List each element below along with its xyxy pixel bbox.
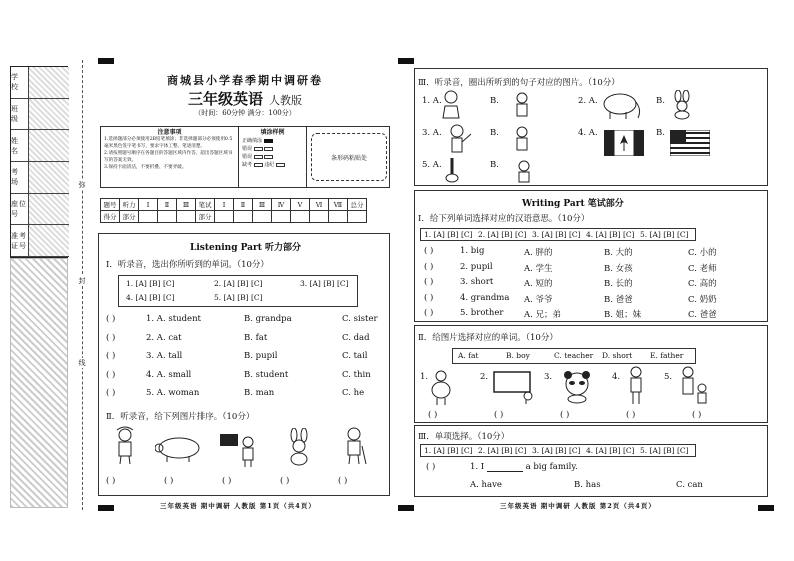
answer-cell[interactable]: 5. [A] [B] [C] — [640, 230, 689, 239]
answer-paren[interactable]: ( ) — [494, 410, 504, 420]
score-cell[interactable] — [253, 211, 272, 223]
answer-paren[interactable]: ( ) — [424, 246, 434, 256]
answer-cell[interactable]: 4. [A] [B] [C] — [586, 446, 635, 455]
word-bank-item: B. boy — [506, 351, 530, 360]
option-c: C. he — [342, 388, 365, 398]
q3-label: B. — [656, 128, 665, 138]
option-a: 2. A. cat — [146, 332, 182, 343]
option-a: A. 短的 — [524, 279, 553, 289]
writing-q2-title: Ⅱ．给图片选择对应的单词。（10分） — [418, 333, 558, 343]
q3-option-c: C. can — [676, 480, 703, 490]
option-c: C. 奶奶 — [688, 294, 717, 305]
score-cell: Ⅰ — [215, 199, 234, 211]
order-paren[interactable]: ( ) — [338, 476, 348, 486]
info-label: 座位号 — [11, 194, 29, 226]
score-cell: 得分 — [101, 211, 120, 223]
answer-paren[interactable]: ( ) — [106, 332, 116, 343]
word-bank-item: C. teacher — [554, 351, 594, 360]
word: 4. grandma — [460, 292, 510, 303]
score-cell: Ⅲ — [253, 199, 272, 211]
elephant-icon — [600, 92, 642, 120]
score-cell: Ⅲ — [177, 199, 196, 211]
q3-label: B. — [656, 96, 665, 106]
order-paren[interactable]: ( ) — [106, 476, 116, 486]
order-paren[interactable]: ( ) — [280, 476, 290, 486]
score-cell[interactable] — [177, 211, 196, 223]
teacher-icon — [446, 124, 472, 158]
option-a: 4. A. small — [146, 369, 192, 380]
score-cell: 部分 — [196, 211, 215, 223]
rabbit-icon — [284, 428, 314, 466]
picture-number: 5. — [664, 372, 673, 382]
answer-cell[interactable]: 3. [A] [B] [C] — [300, 279, 349, 288]
child-icon — [512, 126, 532, 152]
score-cell: 题号 — [101, 199, 120, 211]
q3-label: B. — [490, 96, 499, 106]
score-cell[interactable] — [234, 211, 253, 223]
answer-paren[interactable]: ( ) — [106, 314, 116, 324]
listening-q1-title: Ⅰ．听录音，选出你所听到的单词。（10分） — [106, 260, 269, 270]
option-c: C. 高的 — [688, 279, 717, 289]
option-c: C. sister — [342, 314, 378, 324]
info-label: 准考证号 — [11, 225, 29, 257]
school-title: 商城县小学春季期中调研卷 — [167, 74, 323, 87]
canada-flag-icon — [604, 130, 644, 156]
score-cell: 听力 — [120, 199, 139, 211]
option-b: B. 姐；妹 — [604, 310, 642, 320]
empty-chip — [254, 147, 263, 151]
answer-paren[interactable]: ( ) — [106, 351, 116, 361]
picture-number: 3. — [544, 372, 553, 382]
option-c: C. tail — [342, 351, 368, 361]
picture-number: 2. — [480, 372, 489, 382]
answer-cell[interactable]: 1. [A] [B] [C] — [424, 446, 473, 455]
option-a: A. 胖的 — [524, 248, 553, 258]
answer-cell[interactable]: 4. [A] [B] [C] — [586, 230, 635, 239]
answer-paren[interactable]: ( ) — [106, 369, 116, 380]
writing-q3-title: Ⅲ．单项选择。（10分） — [418, 432, 510, 442]
score-cell[interactable] — [291, 211, 310, 223]
option-a: 3. A. tall — [146, 351, 183, 361]
option-c: C. dad — [342, 332, 370, 343]
score-cell[interactable] — [158, 211, 177, 223]
score-cell[interactable] — [215, 211, 234, 223]
registration-mark — [98, 58, 114, 64]
giraffe-icon — [444, 154, 460, 184]
hatch-area — [10, 258, 68, 508]
option-b: B. 长的 — [604, 279, 633, 289]
answer-paren[interactable]: ( ) — [424, 308, 434, 318]
info-field[interactable] — [29, 225, 69, 257]
blackboard-teacher-icon — [490, 370, 536, 404]
writing-q1-title: Ⅰ．给下列单词选择对应的汉语意思。（10分） — [418, 214, 590, 224]
edition: 人教版 — [269, 94, 302, 107]
notes-column — [101, 127, 239, 187]
option-b: B. grandpa — [244, 314, 292, 324]
barcode-area: 条形码粘贴处 — [311, 133, 387, 181]
empty-chip — [254, 155, 263, 159]
note-line: 3.保持卡面清洁，不要折叠、不要弄破。 — [104, 165, 187, 170]
fill-sample — [239, 127, 307, 187]
word-bank-item: A. fat — [458, 351, 479, 360]
answer-cell[interactable]: 2. [A] [B] [C] — [478, 230, 527, 239]
q3-item-paren[interactable]: ( ) — [426, 462, 436, 472]
answer-cell[interactable]: 2. [A] [B] [C] — [478, 446, 527, 455]
usa-flag-icon — [670, 130, 710, 156]
grandpa-with-cane-icon — [340, 426, 370, 466]
q3-label: B. — [490, 128, 499, 138]
score-cell: Ⅶ — [329, 199, 348, 211]
footer-left: 三年级英语 期中调研 人教版 第1页（共4页） — [160, 502, 316, 510]
notes-box — [100, 126, 390, 188]
q3-label: 3. A. — [422, 128, 442, 138]
info-field[interactable] — [29, 99, 69, 131]
fill-correct-label: 正确填涂 — [242, 138, 263, 144]
notes-title: 注意事项 — [157, 129, 182, 136]
score-cell[interactable] — [139, 211, 158, 223]
option-b: B. man — [244, 388, 275, 398]
info-field[interactable] — [29, 194, 69, 226]
writing-title: Writing Part 笔试部分 — [522, 199, 624, 209]
answer-cell[interactable]: 3. [A] [B] [C] — [532, 446, 581, 455]
score-cell: 总分 — [348, 199, 367, 211]
time-score: （时间：60分钟 满分：100分） — [194, 109, 296, 117]
option-c: C. thin — [342, 369, 371, 380]
score-cell: Ⅴ — [291, 199, 310, 211]
father-and-child-icon — [676, 366, 710, 406]
listening-q2-title: Ⅱ．听录音，给下列图片排序。（10分） — [106, 412, 255, 422]
answer-paren[interactable]: ( ) — [428, 410, 438, 420]
option-b: B. 大的 — [604, 248, 633, 258]
info-field[interactable] — [29, 162, 69, 194]
option-c: C. 老师 — [688, 263, 717, 274]
picture-number: 4. — [612, 372, 621, 382]
option-a: A. 兄；弟 — [524, 310, 562, 320]
q3-item-stem — [470, 462, 578, 472]
answer-cell[interactable]: 1. [A] [B] [C] — [424, 230, 473, 239]
boy-icon — [512, 92, 532, 118]
answer-paren[interactable]: ( ) — [560, 410, 570, 420]
option-b: B. 爸爸 — [604, 294, 633, 305]
answer-paren[interactable]: ( ) — [626, 410, 636, 420]
option-c: C. 小的 — [688, 248, 717, 258]
boy-icon — [626, 366, 646, 406]
kid-icon — [514, 160, 534, 184]
pig-icon — [155, 434, 205, 464]
score-cell: Ⅱ — [234, 199, 253, 211]
panda-icon — [560, 370, 594, 404]
answer-cell[interactable]: 1. [A] [B] [C] — [126, 279, 175, 288]
subject-title — [110, 88, 380, 109]
word: 3. short — [460, 277, 494, 287]
answer-cell[interactable]: 4. [A] [B] [C] — [126, 293, 175, 302]
info-label: 考 场 — [11, 162, 29, 194]
q3-label: 4. A. — [578, 128, 598, 138]
old-man-icon — [110, 426, 140, 466]
q3-option-a: A. have — [470, 480, 502, 490]
word-bank-item: D. short — [602, 351, 633, 360]
note-line: 1.选择题部分必须使用2B铅笔填涂；非选择题部分必须使用0.5毫米黑色签字笔书写，要求字体工整、笔迹清楚。 — [104, 137, 233, 149]
rabbit-icon — [670, 90, 694, 120]
q3-option-b: B. has — [574, 480, 601, 490]
stem-end: a big family. — [525, 462, 578, 472]
q3-label: B. — [490, 160, 499, 170]
score-cell[interactable] — [310, 211, 329, 223]
option-b: B. fat — [244, 332, 268, 343]
answer-cell[interactable]: 3. [A] [B] [C] — [532, 230, 581, 239]
q3-title: Ⅲ．听录音，圈出所听到的句子对应的图片。（10分） — [418, 78, 620, 88]
cut-char: 弥 — [76, 180, 88, 190]
answer-paren[interactable]: ( ) — [424, 292, 434, 303]
missing-box[interactable] — [254, 163, 263, 167]
answer-cell[interactable]: 2. [A] [B] [C] — [214, 279, 263, 288]
q3-label: 5. A. — [422, 160, 442, 170]
word-bank-item: E. father — [650, 351, 684, 360]
score-cell: Ⅳ — [272, 199, 291, 211]
word: 2. pupil — [460, 261, 493, 272]
registration-mark — [98, 505, 114, 511]
option-a: A. 爷爷 — [524, 294, 553, 305]
answer-cell[interactable]: 5. [A] [B] [C] — [214, 293, 263, 302]
cut-char: 封 — [76, 276, 88, 286]
violation-box[interactable] — [276, 163, 285, 167]
score-cell[interactable] — [348, 211, 367, 223]
option-b: B. pupil — [244, 351, 278, 361]
girl-icon — [440, 90, 462, 120]
fat-man-icon — [430, 370, 452, 406]
score-cell: 部分 — [120, 211, 139, 223]
order-paren[interactable]: ( ) — [164, 476, 174, 486]
answer-paren[interactable]: ( ) — [106, 388, 116, 398]
registration-mark — [398, 58, 414, 64]
missing-label: 缺考 — [242, 162, 253, 168]
picture-number: 1. — [420, 372, 429, 382]
answer-paren[interactable]: ( ) — [424, 261, 434, 272]
word: 5. brother — [460, 308, 504, 318]
registration-mark — [398, 505, 414, 511]
option-c: C. 爸爸 — [688, 310, 717, 320]
student-info-strip — [10, 66, 68, 258]
cut-char: 线 — [76, 358, 88, 368]
score-cell: Ⅱ — [158, 199, 177, 211]
stem-start: 1. I — [470, 462, 485, 472]
score-table — [100, 198, 367, 223]
answer-paren[interactable]: ( ) — [424, 277, 434, 287]
chinese-flag-boy-icon — [220, 432, 260, 468]
footer-right: 三年级英语 期中调研 人教版 第2页（共4页） — [500, 502, 656, 510]
note-line: 2.请按照题号顺序在各题目的答题区域内作答，超出答题区域书写的答案无效。 — [104, 151, 233, 163]
score-cell: Ⅰ — [139, 199, 158, 211]
registration-mark — [758, 505, 774, 511]
filled-chip — [264, 139, 273, 143]
empty-chip — [264, 147, 273, 151]
option-b: B. 女孩 — [604, 263, 633, 274]
score-cell: Ⅵ — [310, 199, 329, 211]
order-paren[interactable]: ( ) — [222, 476, 232, 486]
violation-label: 违纪 — [264, 162, 275, 168]
score-cell: 笔试 — [196, 199, 215, 211]
info-label: 学 校 — [11, 67, 29, 99]
score-cell[interactable] — [329, 211, 348, 223]
listening-title: Listening Part 听力部分 — [190, 243, 302, 253]
subject: 三年级英语 — [187, 90, 263, 108]
option-a: A. 学生 — [524, 263, 553, 274]
fill-wrong-label: 错误 — [242, 154, 253, 160]
option-a: 1. A. student — [146, 314, 201, 324]
word: 1. big — [460, 246, 485, 256]
info-label: 班 级 — [11, 99, 29, 131]
fill-title: 填涂样例 — [260, 129, 285, 136]
answer-blank[interactable] — [487, 464, 523, 472]
info-field[interactable] — [29, 130, 69, 162]
answer-paren[interactable]: ( ) — [692, 410, 702, 420]
answer-cell[interactable]: 5. [A] [B] [C] — [640, 446, 689, 455]
score-cell[interactable] — [272, 211, 291, 223]
q3-label: 1. A. — [422, 96, 442, 106]
info-field[interactable] — [29, 67, 69, 99]
q3-label: 2. A. — [578, 96, 598, 106]
empty-chip — [264, 155, 273, 159]
option-b: B. student — [244, 369, 289, 380]
option-a: 5. A. woman — [146, 388, 200, 398]
fill-wrong-label: 错误 — [242, 146, 253, 152]
info-label: 姓 名 — [11, 130, 29, 162]
